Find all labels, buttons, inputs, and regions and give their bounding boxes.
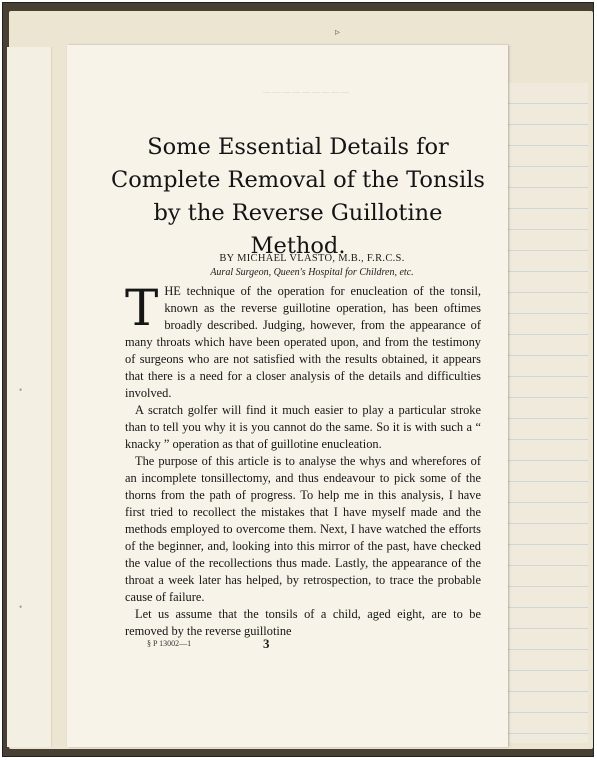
punch-hole-icon: • [19, 385, 23, 395]
page-number: 3 [263, 636, 270, 651]
paragraph [125, 279, 481, 402]
punch-hole-icon: • [19, 602, 23, 612]
paragraph: The purpose of this article is to analyse the whys and wherefores of an incomplete tonsillectomy, and thus endeavour to pick some of the thorns from the path of progress. To help me in this analysis, I have first tried to recollect the mistakes that I have myself made and the methods employed to overcome them. Next, I have watched the efforts of the beginner, and, looking into this mirror of the past, have checked the value of the recollections thus made. Lastly, the appearance of the throat a week later has helped, by retrospection, to trace the probable cause of failure. [125, 454, 481, 604]
author-affiliation: Aural Surgeon, Queen's Hospital for Children, etc. [210, 267, 414, 278]
article-byline: BY MICHAEL VLASTO, M.B., F.R.C.S. [219, 253, 405, 264]
article-body [125, 279, 481, 640]
scanned-page [2, 2, 594, 757]
drop-cap: T [125, 279, 159, 337]
tab-mark-icon: ▹ [335, 27, 341, 38]
paragraph: A scratch golfer will find it much easier to play a particular stroke than to tell you why it is you cannot do the same. So it is with such a “ knacky ” operation as that of guillotine enucleation. [125, 403, 481, 451]
show-through-text: ───────── [262, 87, 352, 99]
article-page [67, 45, 508, 747]
printer-signature: § P 13002—1 [147, 639, 192, 648]
paragraph-text: HE technique of the operation for enucleation of the tonsil, known as the reverse guillotine operation, has been oftimes broadly described. Judging, however, from the appearance of many throats which have been operated upon, and from the testimony of surgeons who are not satisfied with the results obtained, it appears that there is a need for a closer analysis of the details and difficulties involved. [125, 284, 481, 400]
left-page-edge [7, 47, 52, 747]
paragraph: Let us assume that the tonsils of a child, aged eight, are to be removed by the reverse guillotine [125, 607, 481, 638]
article-title: Some Essential Details for Complete Removal of the Tonsils by the Reverse Guillotine Method. [111, 134, 485, 259]
